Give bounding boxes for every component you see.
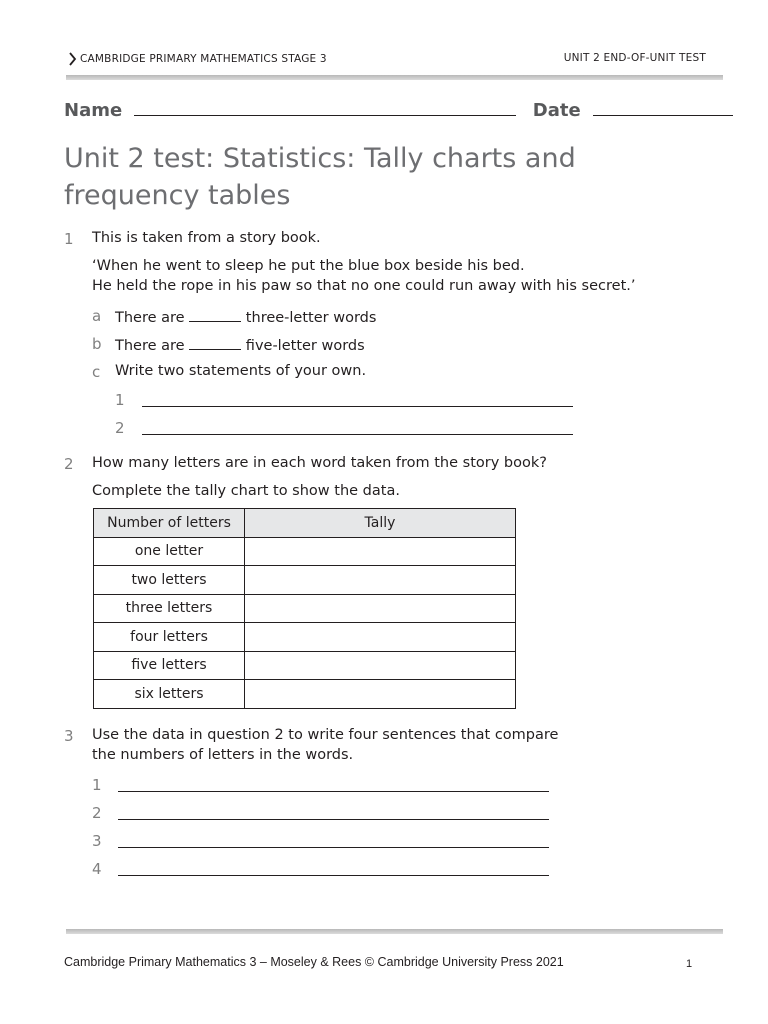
- date-blank[interactable]: [593, 101, 733, 116]
- answer-line[interactable]: [118, 777, 549, 792]
- part-label: c: [92, 363, 101, 381]
- answer-blank[interactable]: [189, 307, 241, 322]
- line-number: 4: [92, 860, 102, 878]
- footer-credit: Cambridge Primary Mathematics 3 – Moseley & Rees © Cambridge University Press 2021: [64, 955, 564, 969]
- answer-blank[interactable]: [189, 335, 241, 350]
- page-number: 1: [686, 958, 693, 970]
- table-row: [94, 594, 516, 623]
- answer-line[interactable]: [142, 392, 573, 407]
- answer-line[interactable]: [142, 420, 573, 435]
- table-row: [94, 623, 516, 652]
- part-label: a: [92, 307, 102, 325]
- page-title: Unit 2 test: Statistics: Tally charts and frequency tables: [64, 143, 576, 211]
- row-label: one letter: [94, 537, 245, 566]
- row-label: five letters: [94, 651, 245, 680]
- line-number: 3: [92, 832, 102, 850]
- line-number: 1: [92, 776, 102, 794]
- column-header-letters: Number of letters: [94, 509, 245, 538]
- column-header-tally: Tally: [245, 509, 516, 538]
- row-label: two letters: [94, 566, 245, 595]
- part-label: b: [92, 335, 102, 353]
- header-divider: [66, 75, 723, 80]
- tally-cell[interactable]: [245, 623, 516, 652]
- question-text: Complete the tally chart to show the data.: [92, 483, 400, 499]
- chevron-right-icon: [68, 52, 77, 66]
- name-date-row: [64, 100, 733, 121]
- tally-cell[interactable]: [245, 594, 516, 623]
- running-header-left: [68, 52, 327, 66]
- table-header-row: [94, 509, 516, 538]
- answer-line[interactable]: [118, 861, 549, 876]
- quote-line: He held the rope in his paw so that no one could run away with his secret.’: [92, 278, 636, 294]
- table-row: [94, 566, 516, 595]
- line-number: 2: [92, 804, 102, 822]
- table-row: [94, 680, 516, 709]
- table-row: [94, 651, 516, 680]
- question-number: 2: [64, 455, 74, 473]
- name-label: Name: [64, 100, 123, 121]
- question-text: the numbers of letters in the words.: [92, 747, 354, 763]
- tally-cell[interactable]: [245, 651, 516, 680]
- question-text: Use the data in question 2 to write four sentences that compare: [92, 727, 559, 743]
- line-number: 2: [115, 419, 125, 437]
- quote-line: ‘When he went to sleep he put the blue box beside his bed.: [92, 258, 525, 274]
- date-label: Date: [532, 100, 581, 121]
- line-number: 1: [115, 391, 125, 409]
- part-a-text: There are three-letter words: [115, 307, 376, 326]
- footer-divider: [66, 929, 723, 934]
- table-row: [94, 537, 516, 566]
- question-number: 1: [64, 230, 74, 248]
- tally-chart-table: [93, 508, 516, 709]
- row-label: six letters: [94, 680, 245, 709]
- name-blank[interactable]: [134, 101, 516, 116]
- part-b-text: There are five-letter words: [115, 335, 365, 354]
- row-label: three letters: [94, 594, 245, 623]
- tally-cell[interactable]: [245, 537, 516, 566]
- question-number: 3: [64, 727, 74, 745]
- running-header-right: UNIT 2 END-OF-UNIT TEST: [563, 52, 706, 64]
- tally-cell[interactable]: [245, 680, 516, 709]
- answer-line[interactable]: [118, 833, 549, 848]
- row-label: four letters: [94, 623, 245, 652]
- answer-line[interactable]: [118, 805, 549, 820]
- series-title: CAMBRIDGE PRIMARY MATHEMATICS STAGE 3: [80, 53, 327, 65]
- question-text: This is taken from a story book.: [92, 230, 321, 246]
- part-c-text: Write two statements of your own.: [115, 363, 367, 379]
- question-text: How many letters are in each word taken from the story book?: [92, 455, 547, 471]
- tally-cell[interactable]: [245, 566, 516, 595]
